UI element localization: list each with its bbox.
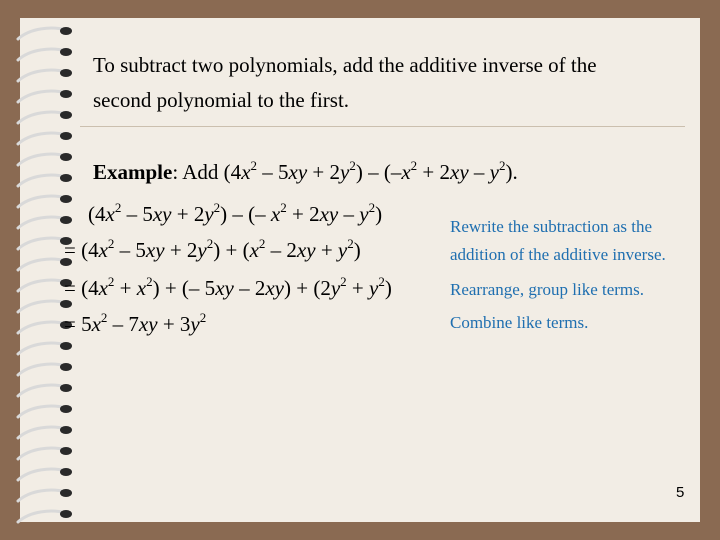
spiral-ring	[18, 406, 66, 417]
step-4: = $5x^2 - 7xy + 3y^2$	[64, 310, 207, 336]
spiral-hole	[60, 363, 72, 371]
spiral-ring	[18, 322, 66, 333]
spiral-hole	[60, 510, 72, 518]
step-1: $(4x^2 - 5xy + 2y^2)$ – (– $x^2 + 2xy - y^2$)	[88, 200, 383, 226]
spiral-ring	[18, 343, 66, 354]
note-rewrite-line-1: Rewrite the subtraction as the	[450, 217, 653, 236]
example-line	[93, 160, 518, 185]
note-combine: Combine like terms.	[450, 313, 589, 332]
spiral-ring	[18, 112, 66, 123]
spiral-hole	[60, 27, 72, 35]
spiral-ring	[18, 280, 66, 291]
spiral-ring	[18, 364, 66, 375]
example-text: : Add $(4x^2 - 5xy + 2y^2) - (-x^2 + 2xy - y^2)$.	[172, 158, 518, 184]
spiral-ring	[18, 511, 66, 522]
spiral-ring	[18, 175, 66, 186]
spiral-ring	[18, 70, 66, 81]
spiral-ring	[18, 28, 66, 39]
spiral-hole	[60, 405, 72, 413]
note-rearrange: Rearrange, group like terms.	[450, 280, 645, 299]
spiral-ring	[18, 91, 66, 102]
spiral-binding	[0, 0, 90, 540]
spiral-hole	[60, 153, 72, 161]
spiral-hole	[60, 468, 72, 476]
spiral-ring	[18, 238, 66, 249]
spiral-ring	[18, 427, 66, 438]
spiral-hole	[60, 426, 72, 434]
spiral-hole	[60, 384, 72, 392]
spiral-hole	[60, 111, 72, 119]
spiral-ring	[18, 469, 66, 480]
spiral-ring	[18, 49, 66, 60]
spiral-ring	[18, 196, 66, 207]
note-rewrite-line-2: addition of the additive inverse.	[450, 245, 666, 264]
spiral-ring	[18, 133, 66, 144]
page-number: 5	[676, 484, 685, 501]
spiral-hole	[60, 447, 72, 455]
spiral-hole	[60, 489, 72, 497]
example-label: Example	[93, 160, 173, 184]
spiral-hole	[60, 342, 72, 350]
spiral-ring	[18, 154, 66, 165]
spiral-ring	[18, 301, 66, 312]
spiral-ring	[18, 259, 66, 270]
step-3: = $(4x^2 + x^2)$ + (– $5xy - 2xy) + (2y^2 + y^2)$	[64, 274, 392, 300]
step-2: = $(4x^2 - 5xy + 2y^2) + (x^2 - 2xy + y^2)$	[64, 236, 361, 262]
intro-line-1: To subtract two polynomials, add the additive inverse of the	[93, 53, 597, 77]
spiral-hole	[60, 48, 72, 56]
spiral-ring	[18, 448, 66, 459]
spiral-hole	[60, 90, 72, 98]
spiral-hole	[60, 174, 72, 182]
spiral-hole	[60, 69, 72, 77]
spiral-ring	[18, 217, 66, 228]
divider	[80, 126, 685, 127]
spiral-ring	[18, 490, 66, 501]
spiral-hole	[60, 132, 72, 140]
intro-line-2: second polynomial to the first.	[93, 88, 350, 112]
spiral-hole	[60, 300, 72, 308]
spiral-ring	[18, 385, 66, 396]
spiral-hole	[60, 195, 72, 203]
spiral-hole	[60, 216, 72, 224]
